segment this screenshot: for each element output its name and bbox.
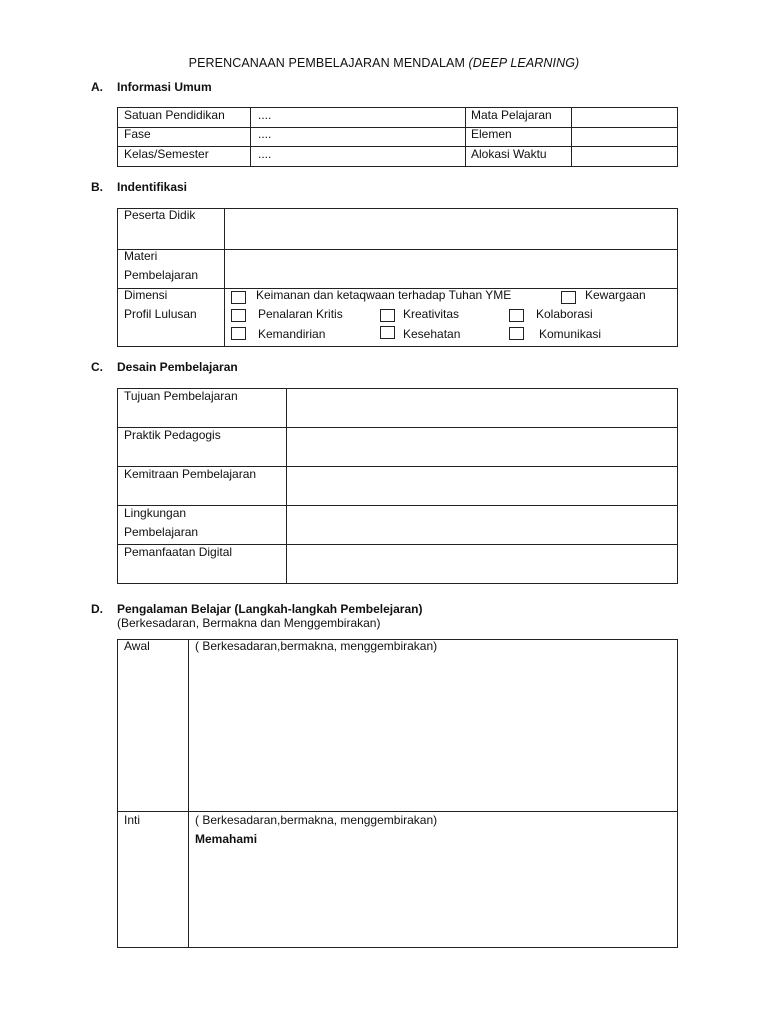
tujuan-label: Tujuan Pembelajaran	[124, 389, 238, 403]
alokasi-waktu-label: Alokasi Waktu	[471, 147, 547, 161]
materi-label-2: Pembelajaran	[124, 268, 199, 282]
elemen-value[interactable]	[578, 127, 673, 143]
title-main: PERENCANAAN PEMBELAJARAN MENDALAM	[188, 56, 465, 70]
praktik-field[interactable]	[292, 431, 672, 462]
kreativitas-label: Kreativitas	[403, 307, 460, 321]
satuan-pendidikan-label: Satuan Pendidikan	[124, 108, 225, 122]
inti-memahami: Memahami	[195, 832, 258, 846]
komunikasi-label: Komunikasi	[539, 327, 602, 341]
section-b-title: Indentifikasi	[117, 180, 188, 194]
tujuan-field[interactable]	[292, 392, 672, 423]
materi-label-1: Materi	[124, 249, 158, 263]
fase-label: Fase	[124, 127, 151, 141]
kemandirian-label: Kemandirian	[258, 327, 326, 341]
praktik-label: Praktik Pedagogis	[124, 428, 221, 442]
page-title	[0, 56, 768, 70]
lingkungan-label-1: Lingkungan	[124, 506, 187, 520]
peserta-didik-field[interactable]	[230, 212, 670, 244]
kewargaan-checkbox[interactable]	[561, 291, 576, 304]
kelas-semester-label: Kelas/Semester	[124, 147, 209, 161]
section-c-letter: C.	[91, 360, 103, 374]
kelas-semester-value[interactable]: ....	[258, 147, 272, 161]
satuan-pendidikan-value[interactable]: ....	[258, 108, 272, 122]
inti-label: Inti	[124, 813, 141, 827]
dimensi-label-1: Dimensi	[124, 288, 168, 302]
lingkungan-field[interactable]	[292, 509, 672, 540]
awal-text: ( Berkesadaran,bermakna, menggembirakan)	[195, 639, 438, 653]
kemitraan-label: Kemitraan Pembelajaran	[124, 467, 257, 481]
dimensi-label-2: Profil Lulusan	[124, 307, 197, 321]
kemitraan-field[interactable]	[292, 470, 672, 501]
section-b-letter: B.	[91, 180, 103, 194]
kemandirian-checkbox[interactable]	[231, 327, 246, 340]
title-emphasis: (DEEP LEARNING)	[468, 56, 580, 70]
kesehatan-checkbox[interactable]	[380, 326, 395, 339]
inti-field[interactable]	[195, 852, 670, 942]
awal-label: Awal	[124, 639, 150, 653]
kewargaan-label: Kewargaan	[585, 288, 646, 302]
penalaran-label: Penalaran Kritis	[258, 307, 343, 321]
alokasi-waktu-value[interactable]	[578, 147, 673, 163]
pemanfaatan-field[interactable]	[292, 548, 672, 579]
section-a-title: Informasi Umum	[117, 80, 212, 94]
materi-field[interactable]	[230, 252, 670, 284]
section-d-title: Pengalaman Belajar (Langkah-langkah Pembelejaran)	[117, 602, 423, 616]
lingkungan-label-2: Pembelajaran	[124, 525, 199, 539]
awal-field[interactable]	[195, 660, 670, 805]
penalaran-checkbox[interactable]	[231, 309, 246, 322]
peserta-didik-label: Peserta Didik	[124, 208, 196, 222]
mata-pelajaran-label: Mata Pelajaran	[471, 108, 552, 122]
keimanan-checkbox[interactable]	[231, 291, 246, 304]
komunikasi-checkbox[interactable]	[509, 327, 524, 340]
kesehatan-label: Kesehatan	[403, 327, 461, 341]
section-d-subtitle: (Berkesadaran, Bermakna dan Menggembirakan)	[117, 616, 381, 630]
section-c-title: Desain Pembelajaran	[117, 360, 238, 374]
inti-text: ( Berkesadaran,bermakna, menggembirakan)	[195, 813, 438, 827]
keimanan-label: Keimanan dan ketaqwaan terhadap Tuhan YME	[256, 288, 512, 302]
pemanfaatan-label: Pemanfaatan Digital	[124, 545, 233, 559]
kreativitas-checkbox[interactable]	[380, 309, 395, 322]
section-d-letter: D.	[91, 602, 103, 616]
fase-value[interactable]: ....	[258, 127, 272, 141]
section-a-letter: A.	[91, 80, 103, 94]
elemen-label: Elemen	[471, 127, 512, 141]
kolaborasi-label: Kolaborasi	[536, 307, 593, 321]
mata-pelajaran-value[interactable]	[578, 108, 673, 124]
kolaborasi-checkbox[interactable]	[509, 309, 524, 322]
